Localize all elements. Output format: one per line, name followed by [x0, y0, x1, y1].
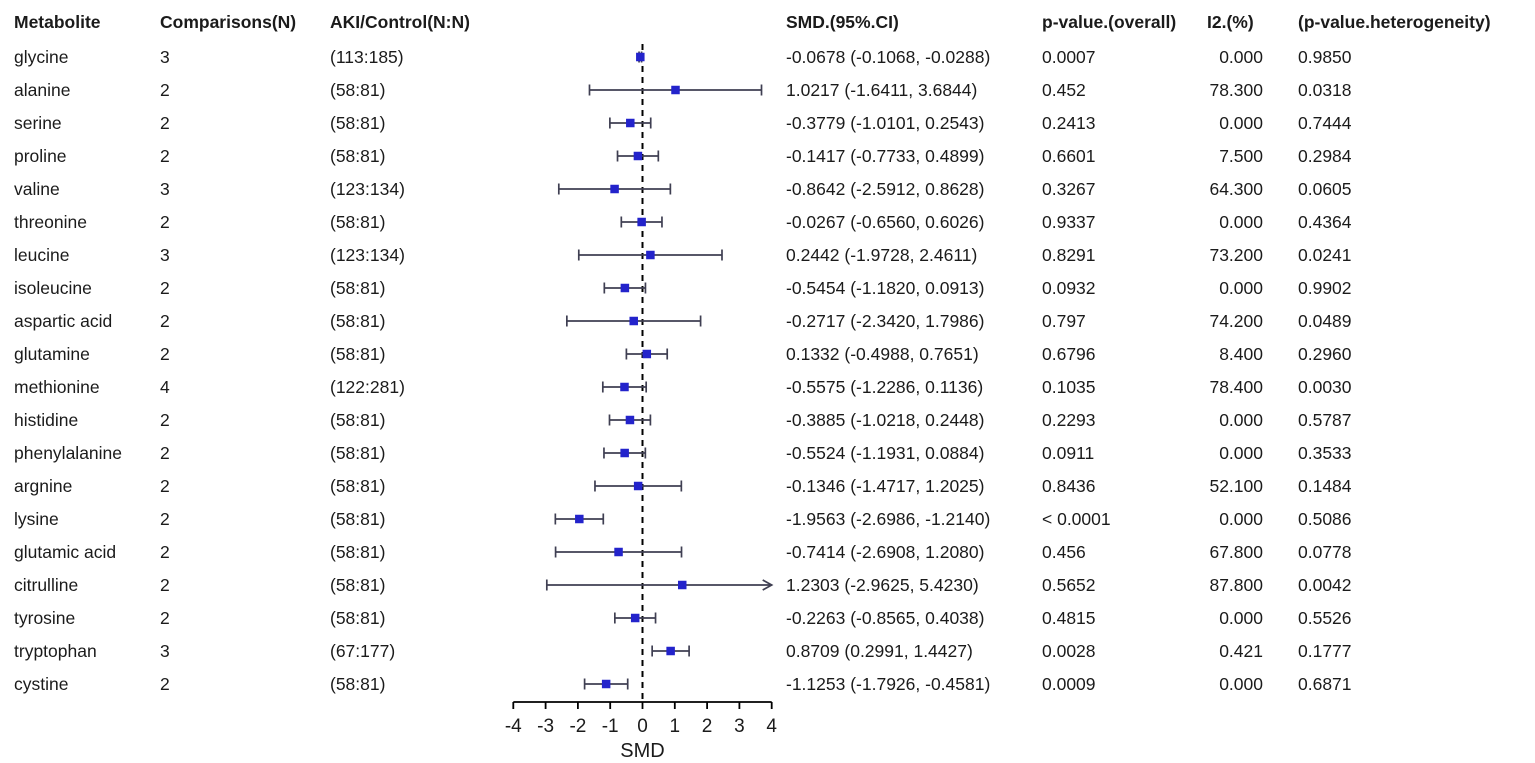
metabolite-cell: threonine — [14, 211, 87, 232]
i2-cell: 67.800 — [1209, 541, 1263, 562]
aki-control-cell: (58:81) — [330, 211, 386, 232]
x-axis-label: SMD — [620, 740, 665, 762]
metabolite-cell: valine — [14, 178, 60, 199]
i2-cell: 87.800 — [1209, 574, 1263, 595]
header-comparisons: Comparisons(N) — [160, 12, 297, 32]
p-overall-cell: 0.9337 — [1042, 211, 1096, 232]
comparisons-cell: 2 — [160, 79, 170, 100]
comparisons-cell: 3 — [160, 46, 170, 67]
aki-control-cell: (58:81) — [330, 673, 386, 694]
p-het-cell: 0.0042 — [1298, 574, 1352, 595]
table-row — [0, 371, 1535, 404]
metabolite-cell: aspartic acid — [14, 310, 113, 331]
i2-cell: 0.421 — [1219, 640, 1263, 661]
metabolite-cell: cystine — [14, 673, 69, 694]
i2-cell: 78.400 — [1209, 376, 1263, 397]
aki-control-cell: (58:81) — [330, 79, 386, 100]
table-row — [0, 140, 1535, 173]
p-het-cell: 0.3533 — [1298, 442, 1352, 463]
p-het-cell: 0.0030 — [1298, 376, 1352, 397]
aki-control-cell: (58:81) — [330, 343, 386, 364]
header-smd-ci: SMD.(95%.CI) — [786, 12, 899, 32]
smd-ci-cell: -0.0678 (-0.1068, -0.0288) — [786, 46, 991, 67]
p-het-cell: 0.5526 — [1298, 607, 1352, 628]
i2-cell: 0.000 — [1219, 508, 1263, 529]
x-tick-label: -4 — [504, 716, 522, 737]
metabolite-cell: tyrosine — [14, 607, 76, 628]
x-tick-label: -3 — [537, 716, 555, 737]
i2-cell: 0.000 — [1219, 277, 1263, 298]
p-het-cell: 0.4364 — [1298, 211, 1352, 232]
p-het-cell: 0.9850 — [1298, 46, 1352, 67]
comparisons-cell: 2 — [160, 508, 170, 529]
smd-ci-cell: -1.9563 (-2.6986, -1.2140) — [786, 508, 991, 529]
comparisons-cell: 2 — [160, 607, 170, 628]
p-overall-cell: 0.2413 — [1042, 112, 1096, 133]
smd-ci-cell: -0.5524 (-1.1931, 0.0884) — [786, 442, 985, 463]
smd-ci-cell: -0.7414 (-2.6908, 1.2080) — [786, 541, 985, 562]
smd-ci-cell: -0.2717 (-2.3420, 1.7986) — [786, 310, 985, 331]
comparisons-cell: 2 — [160, 112, 170, 133]
metabolite-cell: leucine — [14, 244, 70, 265]
p-het-cell: 0.1777 — [1298, 640, 1352, 661]
x-tick-label: 3 — [734, 716, 745, 737]
metabolite-cell: argnine — [14, 475, 73, 496]
metabolite-cell: phenylalanine — [14, 442, 123, 463]
table-row — [0, 437, 1535, 470]
i2-cell: 0.000 — [1219, 442, 1263, 463]
p-overall-cell: 0.1035 — [1042, 376, 1096, 397]
p-overall-cell: 0.0007 — [1042, 46, 1096, 67]
comparisons-cell: 3 — [160, 640, 170, 661]
aki-control-cell: (58:81) — [330, 508, 386, 529]
p-het-cell: 0.0778 — [1298, 541, 1352, 562]
aki-control-cell: (58:81) — [330, 475, 386, 496]
metabolite-cell: lysine — [14, 508, 59, 529]
p-overall-cell: 0.0009 — [1042, 673, 1096, 694]
metabolite-cell: glutamine — [14, 343, 90, 364]
table-row — [0, 668, 1535, 701]
table-row — [0, 404, 1535, 437]
p-het-cell: 0.2984 — [1298, 145, 1352, 166]
p-het-cell: 0.9902 — [1298, 277, 1352, 298]
smd-ci-cell: -0.2263 (-0.8565, 0.4038) — [786, 607, 985, 628]
table-row — [0, 305, 1535, 338]
p-het-cell: 0.5086 — [1298, 508, 1352, 529]
header-p-overall: p-value.(overall) — [1042, 12, 1177, 32]
metabolite-cell: alanine — [14, 79, 71, 100]
comparisons-cell: 2 — [160, 310, 170, 331]
p-het-cell: 0.0241 — [1298, 244, 1352, 265]
metabolite-cell: methionine — [14, 376, 100, 397]
p-overall-cell: 0.797 — [1042, 310, 1086, 331]
p-overall-cell: 0.0911 — [1042, 442, 1095, 463]
table-row — [0, 206, 1535, 239]
i2-cell: 0.000 — [1219, 607, 1263, 628]
aki-control-cell: (58:81) — [330, 277, 386, 298]
i2-cell: 0.000 — [1219, 409, 1263, 430]
table-row — [0, 338, 1535, 371]
comparisons-cell: 2 — [160, 277, 170, 298]
aki-control-cell: (58:81) — [330, 607, 386, 628]
metabolite-cell: isoleucine — [14, 277, 92, 298]
p-overall-cell: 0.0932 — [1042, 277, 1096, 298]
metabolite-cell: glutamic acid — [14, 541, 117, 562]
p-overall-cell: 0.3267 — [1042, 178, 1096, 199]
smd-ci-cell: -0.1346 (-1.4717, 1.2025) — [786, 475, 985, 496]
comparisons-cell: 2 — [160, 475, 170, 496]
comparisons-cell: 2 — [160, 442, 170, 463]
x-tick-label: -1 — [601, 716, 619, 737]
table-row — [0, 41, 1535, 74]
aki-control-cell: (58:81) — [330, 442, 386, 463]
p-overall-cell: 0.2293 — [1042, 409, 1096, 430]
comparisons-cell: 4 — [160, 376, 170, 397]
metabolite-cell: proline — [14, 145, 67, 166]
smd-ci-cell: -0.5575 (-1.2286, 0.1136) — [786, 376, 984, 397]
aki-control-cell: (123:134) — [330, 244, 405, 265]
table-row — [0, 503, 1535, 536]
i2-cell: 52.100 — [1209, 475, 1263, 496]
smd-ci-cell: -0.5454 (-1.1820, 0.0913) — [786, 277, 985, 298]
aki-control-cell: (58:81) — [330, 112, 386, 133]
comparisons-cell: 2 — [160, 145, 170, 166]
smd-ci-cell: -0.0267 (-0.6560, 0.6026) — [786, 211, 985, 232]
header-i2: I2.(%) — [1207, 12, 1254, 32]
smd-ci-cell: 1.2303 (-2.9625, 5.4230) — [786, 574, 979, 595]
table-row — [0, 239, 1535, 272]
smd-ci-cell: 0.8709 (0.2991, 1.4427) — [786, 640, 973, 661]
p-het-cell: 0.7444 — [1298, 112, 1352, 133]
table-row — [0, 74, 1535, 107]
i2-cell: 73.200 — [1209, 244, 1263, 265]
column-headers — [0, 6, 1535, 39]
p-het-cell: 0.5787 — [1298, 409, 1352, 430]
i2-cell: 78.300 — [1209, 79, 1263, 100]
metabolite-cell: tryptophan — [14, 640, 97, 661]
comparisons-cell: 2 — [160, 673, 170, 694]
metabolite-cell: glycine — [14, 46, 69, 67]
smd-ci-cell: -1.1253 (-1.7926, -0.4581) — [786, 673, 991, 694]
smd-ci-cell: -0.1417 (-0.7733, 0.4899) — [786, 145, 985, 166]
metabolite-cell: histidine — [14, 409, 79, 430]
header-metabolite: Metabolite — [14, 12, 101, 32]
comparisons-cell: 3 — [160, 244, 170, 265]
p-overall-cell: 0.8291 — [1042, 244, 1096, 265]
smd-ci-cell: 0.2442 (-1.9728, 2.4611) — [786, 244, 978, 265]
table-row — [0, 569, 1535, 602]
i2-cell: 8.400 — [1219, 343, 1263, 364]
smd-ci-cell: 0.1332 (-0.4988, 0.7651) — [786, 343, 979, 364]
p-overall-cell: 0.6601 — [1042, 145, 1096, 166]
aki-control-cell: (58:81) — [330, 541, 386, 562]
x-tick-label: 1 — [669, 716, 681, 737]
p-het-cell: 0.0605 — [1298, 178, 1352, 199]
i2-cell: 0.000 — [1219, 673, 1263, 694]
p-overall-cell: 0.0028 — [1042, 640, 1096, 661]
aki-control-cell: (122:281) — [330, 376, 405, 397]
p-overall-cell: 0.5652 — [1042, 574, 1096, 595]
table-row — [0, 635, 1535, 668]
i2-cell: 64.300 — [1209, 178, 1263, 199]
comparisons-cell: 3 — [160, 178, 170, 199]
x-tick-label: 2 — [701, 716, 713, 737]
smd-ci-cell: 1.0217 (-1.6411, 3.6844) — [786, 79, 978, 100]
p-overall-cell: 0.452 — [1042, 79, 1086, 100]
smd-ci-cell: -0.8642 (-2.5912, 0.8628) — [786, 178, 985, 199]
comparisons-cell: 2 — [160, 211, 170, 232]
smd-ci-cell: -0.3779 (-1.0101, 0.2543) — [786, 112, 985, 133]
p-overall-cell: 0.456 — [1042, 541, 1086, 562]
p-het-cell: 0.6871 — [1298, 673, 1352, 694]
comparisons-cell: 2 — [160, 409, 170, 430]
p-overall-cell: 0.4815 — [1042, 607, 1096, 628]
p-overall-cell: < 0.0001 — [1042, 508, 1111, 529]
header-aki-control: AKI/Control(N:N) — [330, 12, 470, 32]
aki-control-cell: (67:177) — [330, 640, 396, 661]
aki-control-cell: (58:81) — [330, 574, 386, 595]
table-row — [0, 470, 1535, 503]
p-het-cell: 0.1484 — [1298, 475, 1352, 496]
metabolite-cell: serine — [14, 112, 62, 133]
p-het-cell: 0.0489 — [1298, 310, 1352, 331]
table-row — [0, 173, 1535, 206]
table-row — [0, 107, 1535, 140]
i2-cell: 7.500 — [1219, 145, 1263, 166]
header-p-heterogeneity: (p-value.heterogeneity) — [1298, 12, 1491, 32]
p-het-cell: 0.2960 — [1298, 343, 1352, 364]
comparisons-cell: 2 — [160, 541, 170, 562]
x-tick-label: 0 — [637, 716, 648, 737]
aki-control-cell: (113:185) — [330, 46, 404, 67]
p-het-cell: 0.0318 — [1298, 79, 1352, 100]
comparisons-cell: 2 — [160, 574, 170, 595]
i2-cell: 74.200 — [1209, 310, 1263, 331]
aki-control-cell: (58:81) — [330, 145, 386, 166]
x-tick-label: 4 — [766, 716, 777, 737]
smd-ci-cell: -0.3885 (-1.0218, 0.2448) — [786, 409, 985, 430]
table-row — [0, 602, 1535, 635]
aki-control-cell: (58:81) — [330, 409, 386, 430]
x-tick-label: -2 — [569, 716, 587, 737]
p-overall-cell: 0.8436 — [1042, 475, 1096, 496]
table-row — [0, 536, 1535, 569]
aki-control-cell: (58:81) — [330, 310, 386, 331]
metabolite-cell: citrulline — [14, 574, 79, 595]
table-row — [0, 272, 1535, 305]
i2-cell: 0.000 — [1219, 46, 1263, 67]
comparisons-cell: 2 — [160, 343, 170, 364]
aki-control-cell: (123:134) — [330, 178, 405, 199]
i2-cell: 0.000 — [1219, 211, 1263, 232]
i2-cell: 0.000 — [1219, 112, 1263, 133]
p-overall-cell: 0.6796 — [1042, 343, 1096, 364]
